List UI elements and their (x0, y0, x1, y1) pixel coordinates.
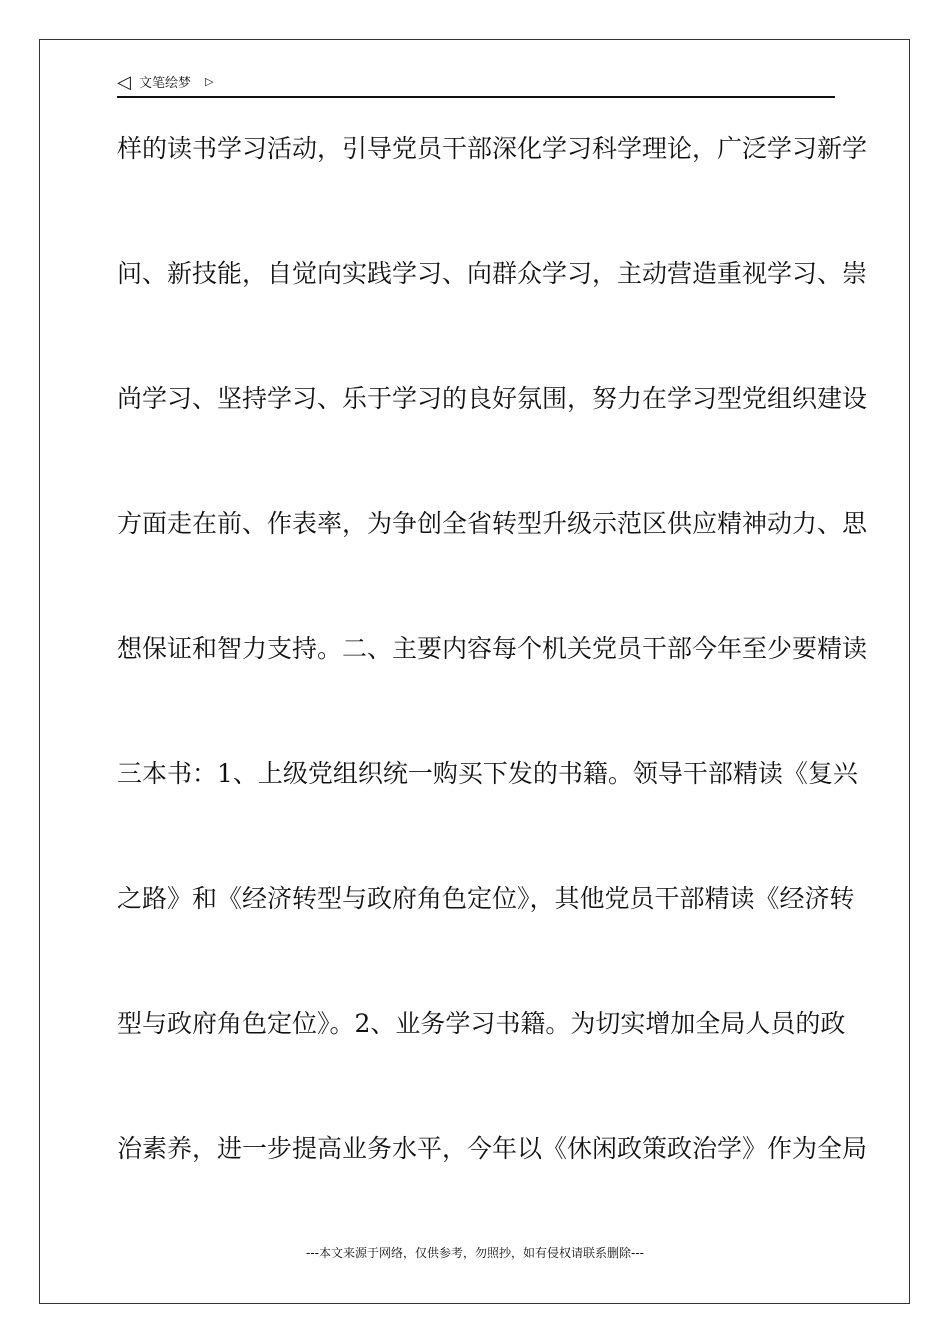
body-line-1: 样的读书学习活动，引导党员干部深化学习科学理论，广泛学习新学 (117, 134, 868, 163)
body-line-8: 型与政府角色定位》。2、业务学习书籍。为切实增加全局人员的政 (117, 1009, 846, 1038)
page-frame (39, 39, 910, 1304)
body-line-7: 之路》和《经济转型与政府角色定位》，其他党员干部精读《经济转 (117, 884, 855, 913)
body-line-5: 想保证和智力支持。二、主要内容每个机关党员干部今年至少要精读 (117, 634, 868, 663)
page-header (117, 72, 835, 98)
body-line-4: 方面走在前、作表率，为争创全省转型升级示范区供应精神动力、思 (117, 509, 868, 538)
footer-notice: ---本文来源于网络，仅供参考，勿照抄，如有侵权请联系删除--- (306, 1246, 644, 1260)
header-brand: 文笔绘梦 (139, 76, 192, 91)
body-line-3: 尚学习、坚持学习、乐于学习的良好氛围，努力在学习型党组织建设 (117, 384, 868, 413)
right-triangle-icon: ▷ (205, 75, 214, 88)
body-line-9: 治素养，进一步提高业务水平，今年以《休闲政策政治学》作为全局 (117, 1134, 868, 1163)
left-triangle-icon: ◁ (117, 72, 131, 93)
body-line-2: 问、新技能，自觉向实践学习、向群众学习，主动营造重视学习、崇 (117, 259, 868, 288)
body-line-6: 三本书：1、上级党组织统一购买下发的书籍。领导干部精读《复兴 (117, 759, 858, 788)
